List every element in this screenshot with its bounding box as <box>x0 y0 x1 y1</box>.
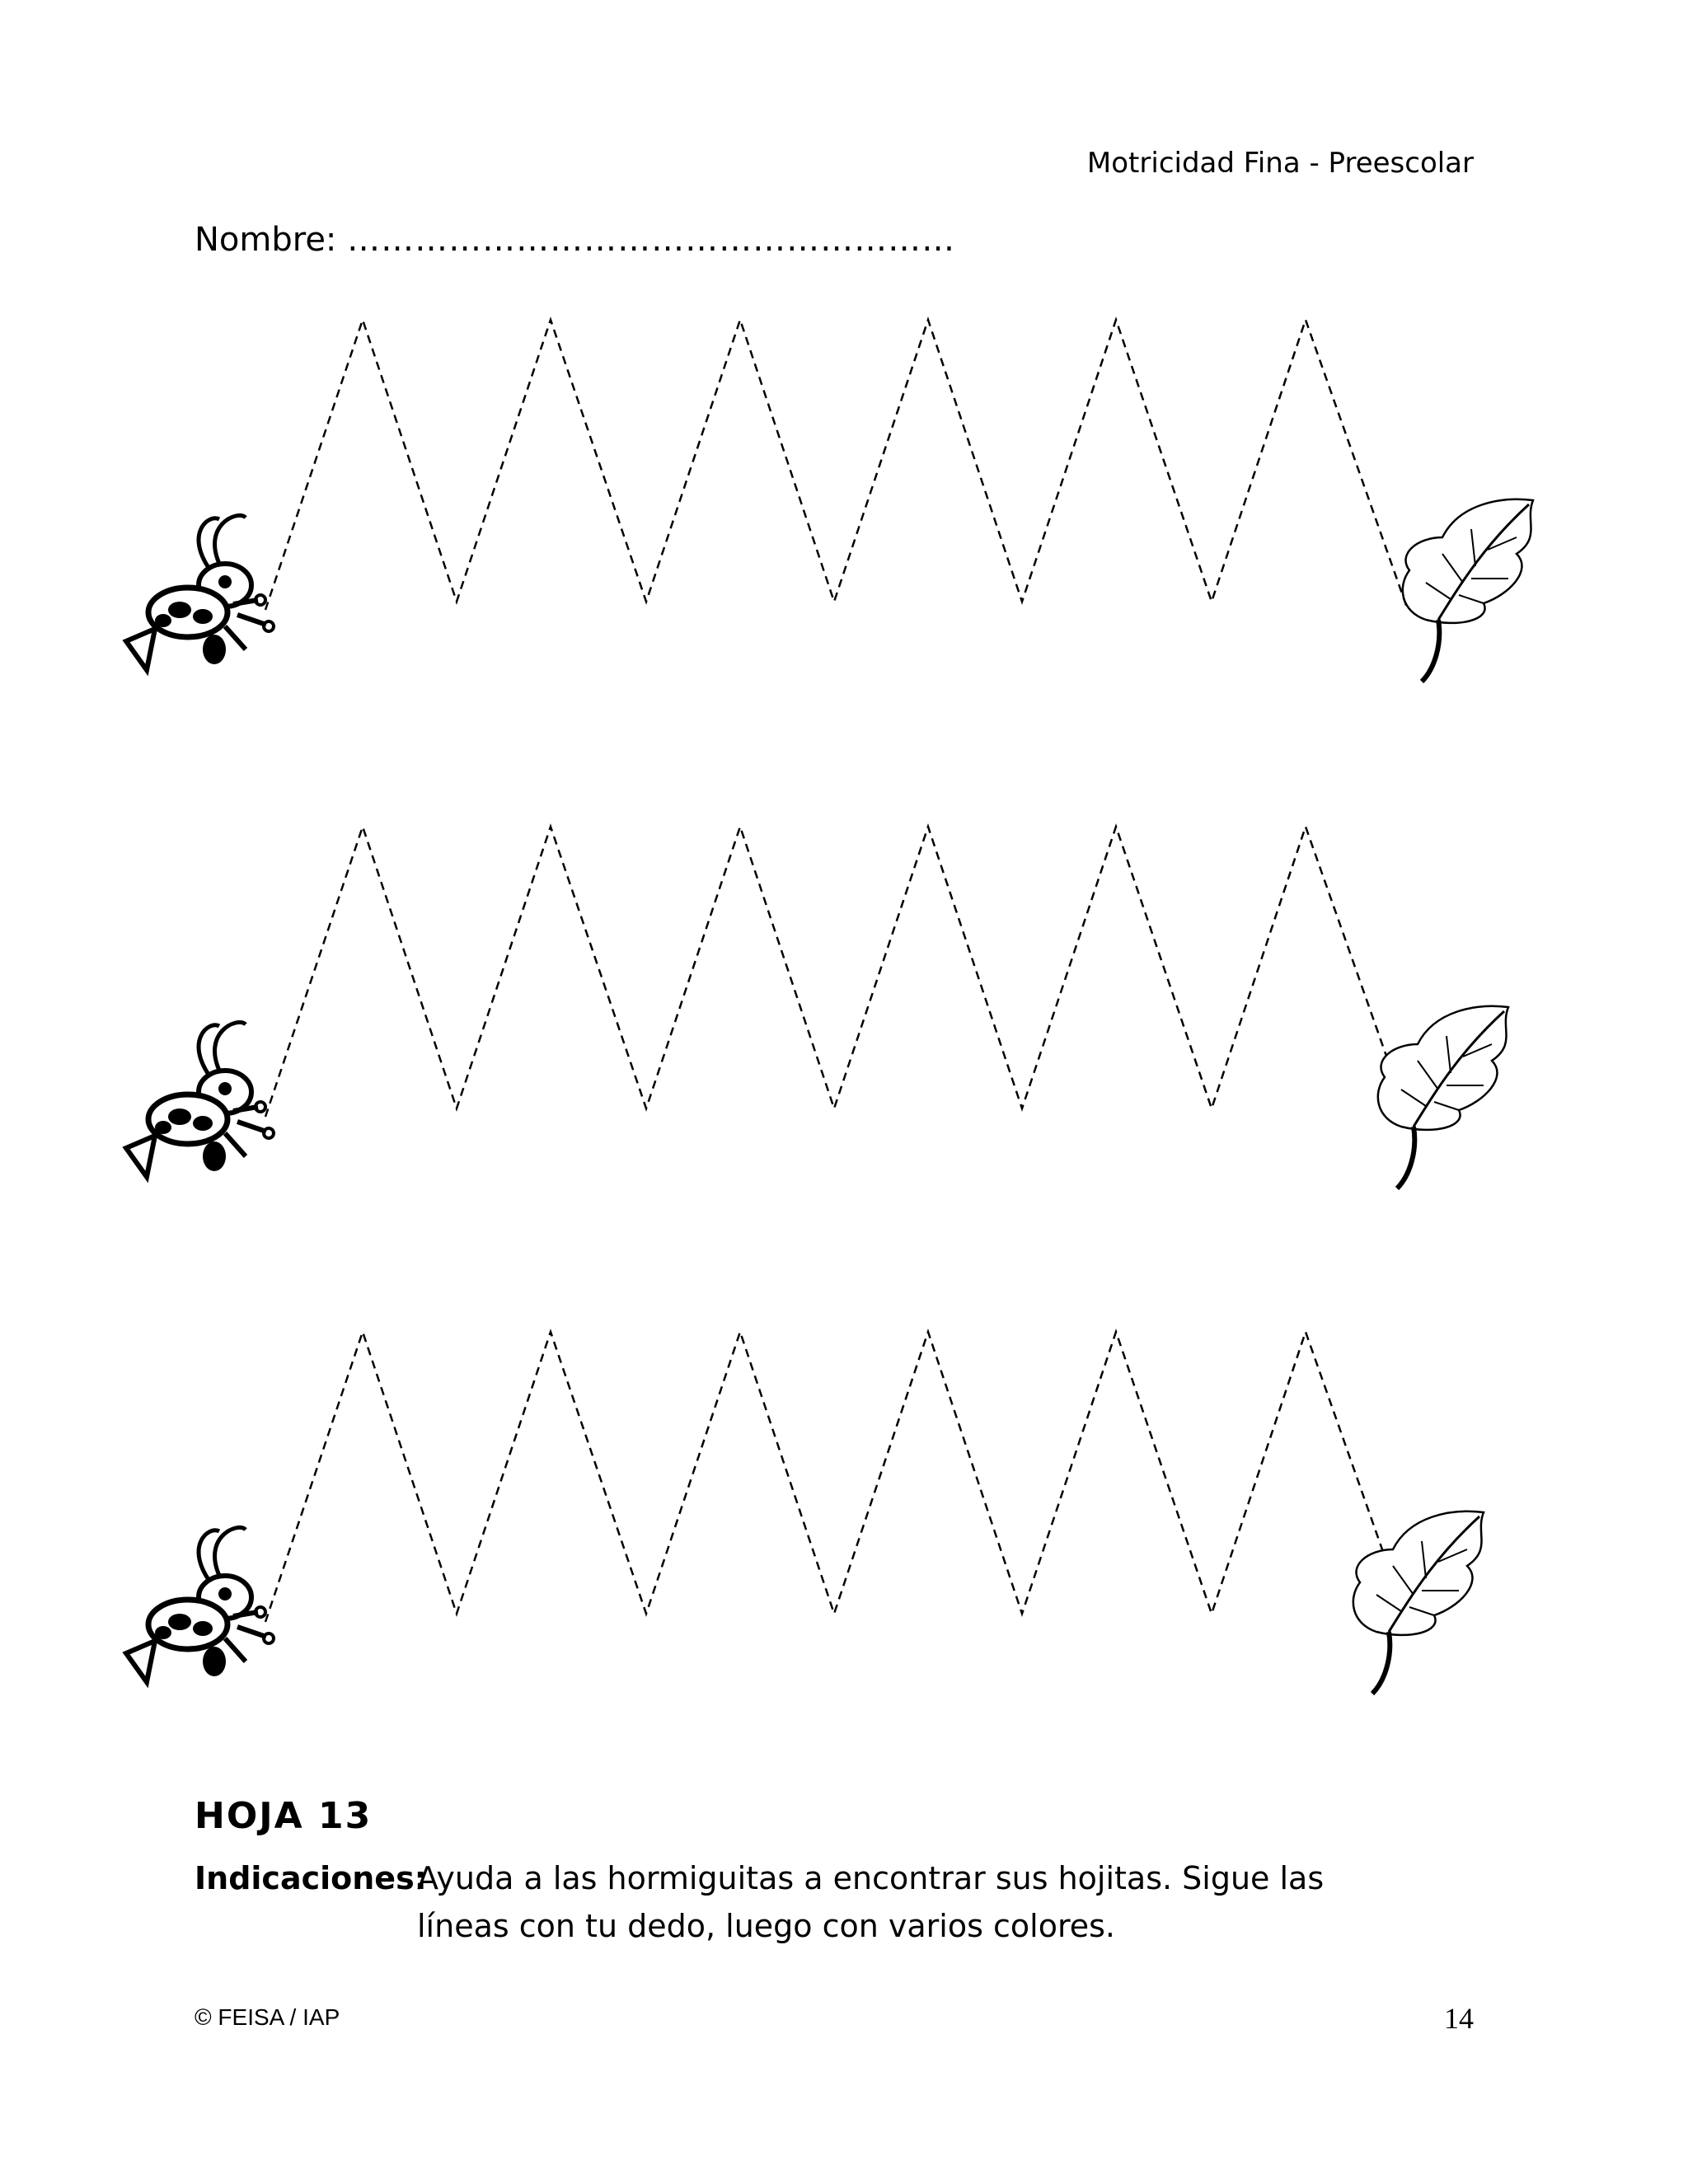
page-header-subject: Motricidad Fina - Preescolar <box>1086 147 1474 180</box>
zigzag-trace-line <box>265 1332 1408 1622</box>
zigzag-trace-line <box>265 827 1408 1117</box>
ant-icon <box>126 1023 274 1178</box>
ant-icon <box>126 1528 274 1683</box>
name-blank: ……………………………………………… <box>347 221 956 259</box>
ant-icon <box>126 516 274 671</box>
sheet-title: HOJA 13 <box>195 1795 373 1837</box>
leaf-icon <box>1378 1006 1508 1188</box>
name-label: Nombre: <box>195 221 337 259</box>
instructions-line-1: Ayuda a las hormiguitas a encontrar sus hojitas. Sigue las <box>417 1860 1325 1896</box>
leaf-icon <box>1403 499 1533 682</box>
instructions-line-2: líneas con tu dedo, luego con varios colores. <box>417 1908 1115 1944</box>
page-number: 14 <box>1444 2002 1474 2035</box>
instructions-label: Indicaciones: <box>195 1860 427 1896</box>
zigzag-trace-line <box>265 320 1408 610</box>
instructions <box>195 1854 1431 1950</box>
leaf-icon <box>1353 1511 1484 1694</box>
footer-copyright: © FEISA / IAP <box>195 2004 340 2030</box>
